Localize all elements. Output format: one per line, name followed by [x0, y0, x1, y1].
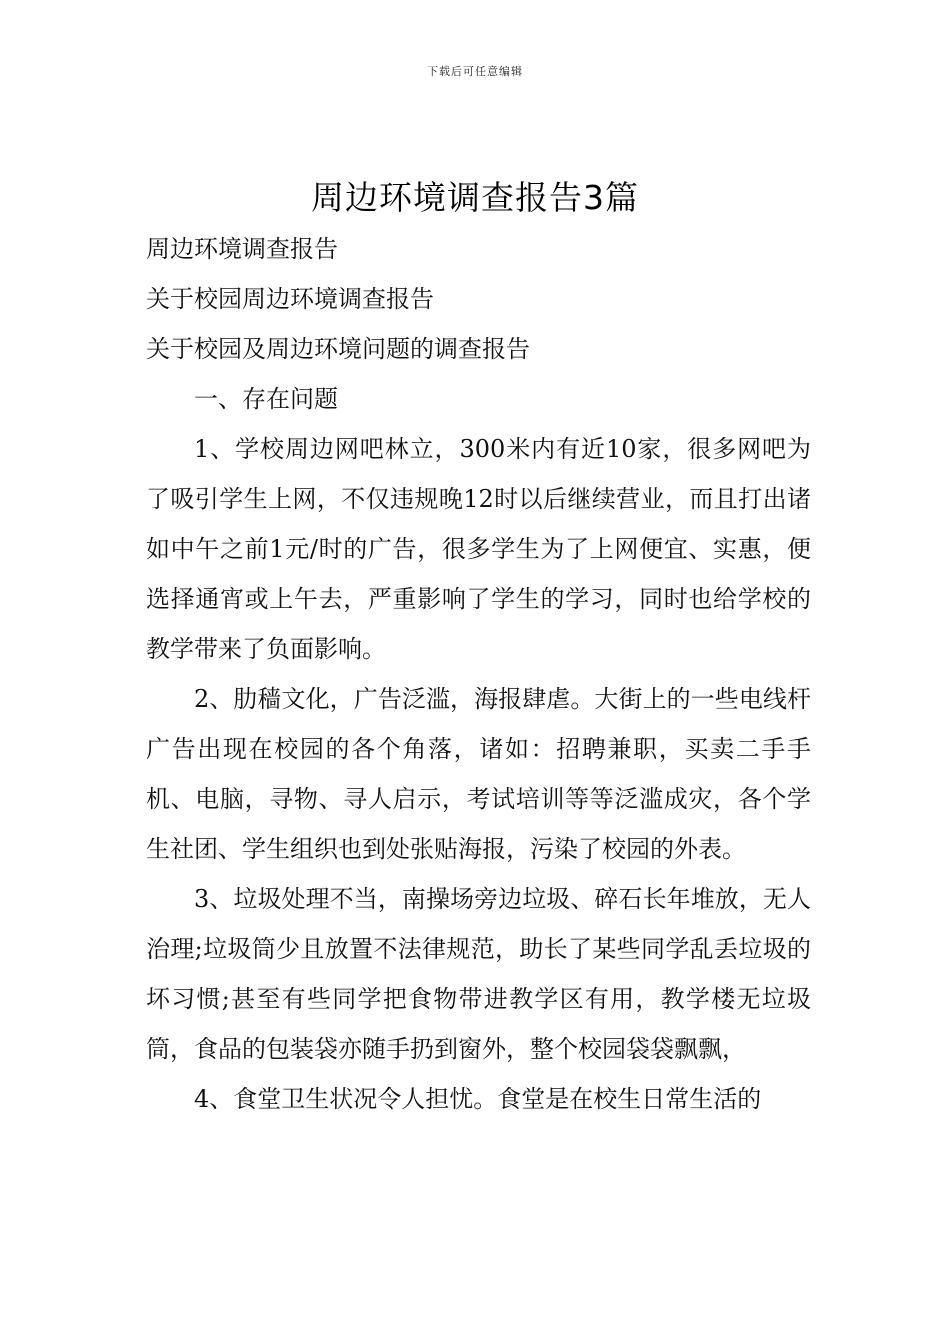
paragraph: 3、垃圾处理不当，南操场旁边垃圾、碎石长年堆放，无人治理;垃圾筒少且放置不法律规范，助长了某些同学乱丢垃圾的坏习惯;甚至有些同学把食物带进教学区有用，教学楼无垃圾筒，食品的包装袋亦随手扔到窗外，整个校园袋袋飘飘， — [146, 885, 811, 1063]
paragraph: 4、食堂卫生状况令人担忧。食堂是在校生日常生活的 — [194, 1085, 762, 1113]
paragraph: 2、肋穑文化，广告泛滥，海报肆虐。大街上的一些电线杆广告出现在校园的各个角落，诸如：招聘兼职，买卖二手手机、电脑，寻物、寻人启示，考试培训等等泛滥成灾，各个学生社团、学生组织也到处张贴海报，污染了校园的外表。 — [146, 685, 811, 863]
document-title: 周边环境调查报告3篇 — [311, 178, 639, 217]
document-body — [146, 224, 811, 1124]
paragraph: 周边环境调查报告 — [146, 235, 338, 263]
paragraph: 关于校园周边环境调查报告 — [146, 285, 434, 313]
paragraph: 1、学校周边网吧林立，300米内有近10家，很多网吧为了吸引学生上网，不仅违规晚12时以后继续营业，而且打出诸如中午之前1元/时的广告，很多学生为了上网便宜、实惠，便选择通宵或上午去，严重影响了学生的学习，同时也给学校的教学带来了负面影响。 — [146, 435, 811, 663]
section-heading: 一、存在问题 — [194, 385, 338, 413]
paragraph: 关于校园及周边环境问题的调查报告 — [146, 335, 530, 363]
header-note: 下载后可任意编辑 — [427, 65, 523, 78]
